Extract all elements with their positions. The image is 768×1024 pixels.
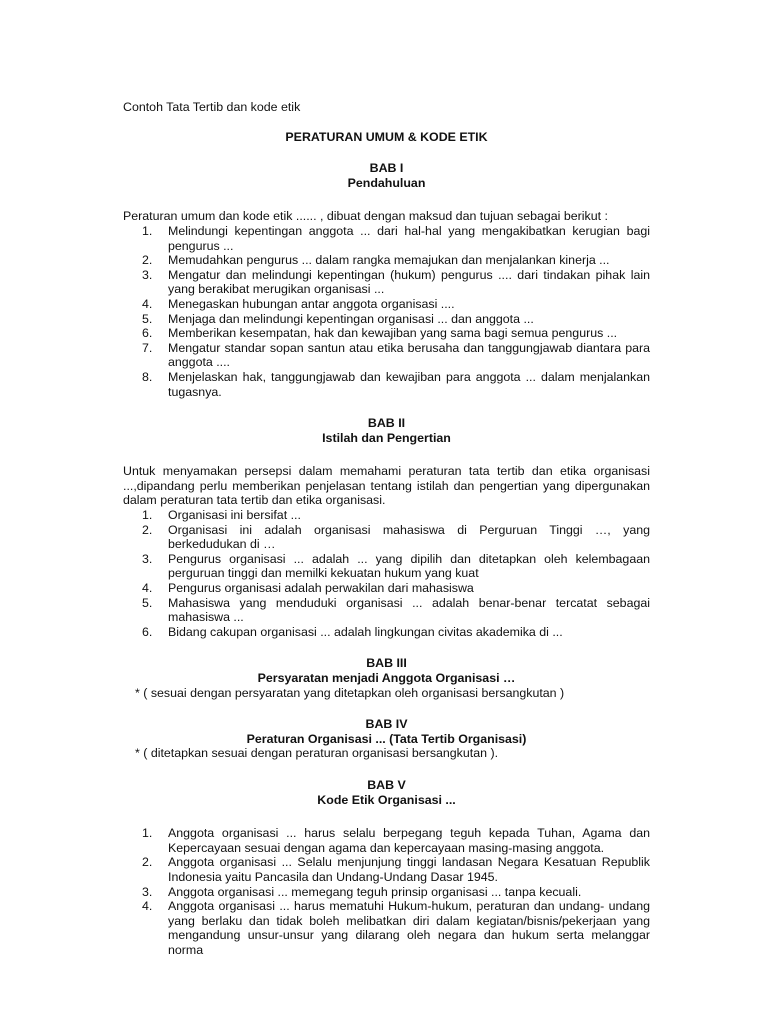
list-item: 4. Pengurus organisasi adalah perwakilan dari mahasiswa — [142, 581, 474, 596]
list-item: 4. Menegaskan hubungan antar anggota organisasi .... — [142, 296, 455, 311]
bab4-note: * ( ditetapkan sesuai dengan peraturan organisasi bersangkutan ). — [135, 746, 499, 761]
document-header: Contoh Tata Tertib dan kode etik — [123, 100, 301, 114]
bab2-intro: Untuk menyamakan persepsi dalam memahami peraturan tata tertib dan etika organisasi ...,dipandang perlu memberikan penjelasan tentang istilah dan pengertian yang dipergunakan dalam peraturan tata tertib dan etika organisasi. — [123, 464, 650, 508]
list-item: 8. Menjelaskan hak, tanggungjawab dan kewajiban para anggota ... dalam menjalankan tugasnya. — [142, 369, 650, 399]
bab3-subtitle: Persyaratan menjadi Anggota Organisasi … — [257, 671, 516, 685]
bab1-list — [123, 224, 650, 399]
bab1-heading: BAB I — [369, 161, 404, 176]
list-item: 7. Mengatur standar sopan santun atau etika berusaha dan tanggungjawab diantara para anggota .... — [142, 340, 650, 370]
list-item: 6. Memberikan kesempatan, hak dan kewajiban yang sama bagi semua pengurus ... — [142, 326, 618, 341]
bab4-heading: BAB IV — [365, 717, 408, 732]
list-item: 2. Organisasi ini adalah organisasi mahasiswa di Perguruan Tinggi …, yang berkedudukan di … — [142, 522, 650, 552]
bab3-note: * ( sesuai dengan persyaratan yang ditetapkan oleh organisasi bersangkutan ) — [135, 685, 565, 700]
bab2-subtitle: Istilah dan Pengertian — [322, 430, 451, 445]
bab2-list — [123, 508, 650, 639]
document-title: PERATURAN UMUM & KODE ETIK — [285, 129, 488, 144]
bab3-heading: BAB III — [366, 656, 407, 671]
bab4-subtitle: Peraturan Organisasi ... (Tata Tertib Organisasi) — [246, 731, 527, 746]
list-item: 5. Menjaga dan melindungi kepentingan organisasi ... dan anggota ... — [142, 311, 534, 326]
list-item: 2. Memudahkan pengurus ... dalam rangka memajukan dan menjalankan kinerja ... — [142, 253, 610, 268]
list-item: 3. Pengurus organisasi ... adalah ... yang dipilih dan ditetapkan oleh kelembagaan perguruan tinggi dan memilki kekuatan hukum yang kuat — [142, 551, 650, 581]
list-item: 1. Anggota organisasi ... harus selalu berpegang teguh kepada Tuhan, Agama dan Kepercayaan sesuai dengan agama dan kepercayaan masing-masing anggota. — [142, 826, 650, 855]
list-item: 4. Anggota organisasi ... harus mematuhi Hukum-hukum, peraturan dan undang- undang yang berlaku dan tidak boleh melibatkan diri dalam kegiatan/bisnis/pekerjaan yang mengandung unsur-unsur yang dilarang oleh negara dan hukum serta melanggar norma — [142, 899, 650, 957]
bab5-subtitle: Kode Etik Organisasi ... — [317, 792, 456, 807]
list-item: 2. Anggota organisasi ... Selalu menjunjung tinggi landasan Negara Kesatuan Republik Indonesia yaitu Pancasila dan Undang-Undang Dasar 1945. — [142, 855, 650, 884]
bab1-subtitle: Pendahuluan — [347, 175, 426, 190]
list-item: 1. Melindungi kepentingan anggota ... dari hal-hal yang mengakibatkan kerugian bagi pengurus ... — [142, 223, 650, 253]
list-item: 3. Anggota organisasi ... memegang teguh prinsip organisasi ... tanpa kecuali. — [142, 884, 582, 899]
bab2-heading: BAB II — [367, 416, 406, 431]
bab5-heading: BAB V — [367, 777, 406, 792]
list-item: 1. Organisasi ini bersifat ... — [142, 508, 301, 523]
list-item: 6. Bidang cakupan organisasi ... adalah lingkungan civitas akademika di ... — [142, 624, 563, 639]
document-content — [123, 100, 650, 958]
list-item: 5. Mahasiswa yang menduduki organisasi ... adalah benar-benar tercatat sebagai mahasiswa ... — [142, 595, 650, 625]
bab5-list — [123, 826, 650, 957]
list-item: 3. Mengatur dan melindungi kepentingan (hukum) pengurus .... dari tindakan pihak lain yang berakibat merugikan organisasi ... — [142, 267, 650, 297]
bab1-intro: Peraturan umum dan kode etik ...... , dibuat dengan maksud dan tujuan sebagai berikut : — [123, 209, 608, 224]
